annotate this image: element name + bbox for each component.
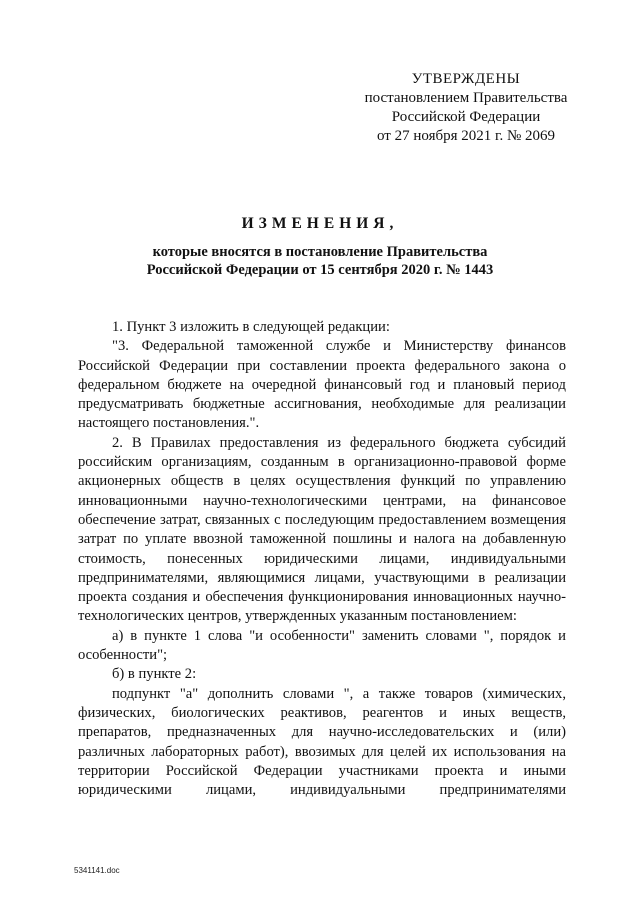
document-body: [78, 318, 566, 800]
paragraph-5: б) в пункте 2:: [112, 666, 197, 683]
document-subtitle: [0, 243, 640, 279]
file-name-footer: 5341141.doc: [74, 866, 120, 875]
paragraph-3: 2. В Правилах предоставления из федерального бюджета субсидий российским организациям, созданным в организационно-правовой форме акционерных обществ в целях осуществления функций по управлению инновационными научно-технологическими центрами, на финансовое обеспечение затрат, связанных с последующим предоставлением возмещения затрат по уплате ввозной таможенной пошлины и налога на добавленную стоимость, понесенных юридическими лицами, индивидуальными предпринимателями, являющимися лицами, участвующими в реализации проекта создания и обеспечения функционирования инновационных научно-технологических центров, утвержденных указанным постановлением:: [78, 434, 566, 625]
paragraph-2: "3. Федеральной таможенной службе и Министерству финансов Российской Федерации при составлении проекта федерального закона о федеральном бюджете на очередной финансовый год и плановый период предусматривать бюджетные ассигнования, необходимые для реализации настоящего постановления.".: [78, 338, 566, 432]
document-title: ИЗМЕНЕНИЯ,: [241, 215, 399, 232]
approval-line-3: от 27 ноября 2021 г. № 2069: [376, 128, 556, 144]
approval-line-1: постановлением Правительства: [364, 90, 568, 106]
subtitle-line-1: которые вносятся в постановление Правительства: [152, 244, 488, 260]
paragraph-6: подпункт "а" дополнить словами ", а также товаров (химических, физических, биологических реактивов, реагентов и иных веществ, препаратов, предназначенных для научно-исследовательских и (или) различных лабораторных работ), ввозимых для целей их использования на территории Российской Федерации участниками проекта и иными юридическими лицами, индивидуальными предпринимателями: [78, 685, 566, 799]
approval-heading: УТВЕРЖДЕНЫ: [411, 71, 521, 87]
paragraph-4: а) в пункте 1 слова "и особенности" заменить словами ", порядок и особенности";: [78, 627, 566, 664]
approval-line-2: Российской Федерации: [391, 109, 541, 125]
approval-block: [356, 70, 576, 146]
subtitle-line-2: Российской Федерации от 15 сентября 2020 г. № 1443: [146, 262, 494, 278]
paragraph-1: 1. Пункт 3 изложить в следующей редакции:: [112, 319, 390, 335]
